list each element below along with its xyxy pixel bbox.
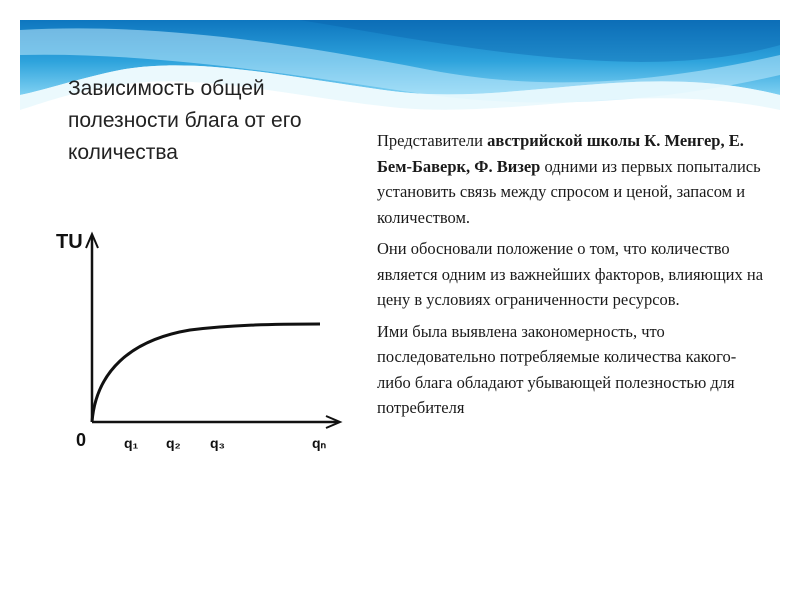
paragraph-1-bold: австрийской школы К. Менгер, Е. Бем-Баверк, Ф. Визер (377, 131, 744, 176)
x-tick-label-q1: q₁ (124, 435, 139, 451)
y-axis-label: TU (56, 231, 83, 253)
utility-curve (92, 324, 320, 422)
x-tick-label-q2: q₂ (166, 435, 181, 451)
paragraph-1-lead: Представители (377, 131, 488, 150)
paragraph-2: Они обосновали положение о том, что количество является одним из важнейших факторов, влияющих на цену в условиях ограниченности ресурсов. (377, 239, 764, 309)
x-tick-label-q3: q₃ (210, 435, 226, 451)
slide-title: Зависимость общей полезности блага от его количества (68, 77, 302, 164)
paragraph-3: Ими была выявлена закономерность, что последовательно потребляемые количества какого-либо блага обладают убывающей полезностью для потребителя (377, 321, 737, 417)
total-utility-graph (50, 222, 350, 462)
origin-label: 0 (76, 430, 87, 450)
paragraph-1 (377, 128, 767, 230)
paragraph-1-tail: одними из первых попытались установить связь между спросом и ценой, запасом и количеством. (377, 156, 761, 227)
body-text (377, 128, 767, 427)
x-tick-label-qn: qₙ (312, 435, 327, 451)
